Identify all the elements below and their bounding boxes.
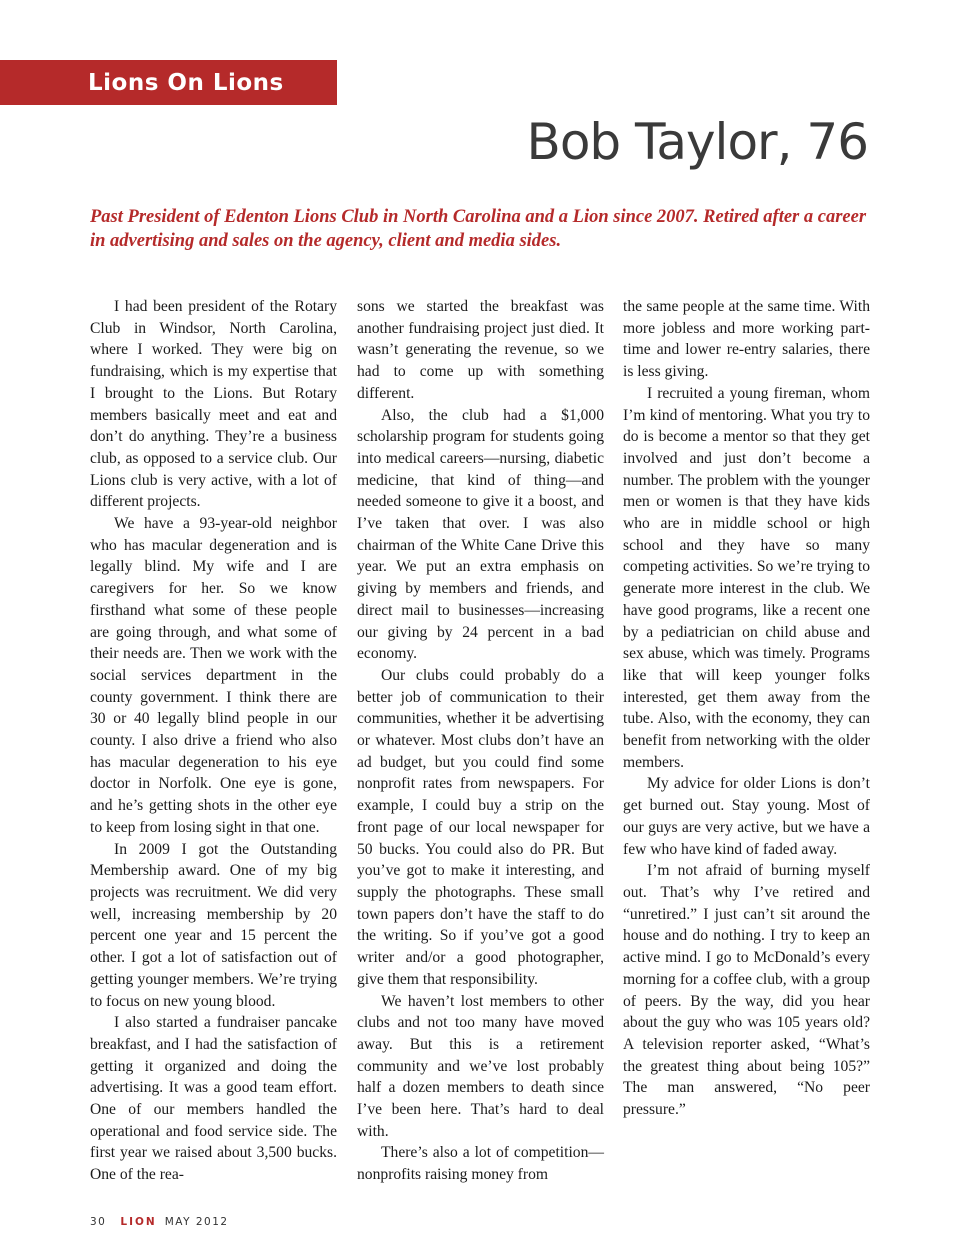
page-number: 30 [90, 1216, 107, 1228]
article-body [90, 296, 870, 1196]
section-label: Lions On Lions [88, 69, 284, 96]
paragraph: I had been president of the Rotary Club in Windsor, North Carolina, where I worked. They were big on fundraising, which is my expertise that I brought to the Lions. But Rotary members basically meet and eat and don’t do anything. They’re a business club, as opposed to a service club. Our Lions club is very active, with a lot of different projects. [90, 298, 337, 511]
magazine-name: LION [120, 1216, 157, 1228]
paragraph: I’m not afraid of burning myself out. That’s why I’ve retired and “unretired.” I just can’t sit around the house and do nothing. I try to keep an active mind. I go to McDonald’s every morning for a coffee club, with a group of peers. By the way, did you hear about the guy who was 105 years old? A television reporter asked, “What’s the greatest thing about being 105?” The man answered, “No peer pressure.” [623, 862, 870, 1119]
paragraph: We have a 93-year-old neighbor who has macular degeneration and is legally blind. My wife and I are caregivers for her. So we know firsthand what some of these people are going through, and what some of their needs are. Then we work with the social services department in the county government. I think there are 30 or 40 legally blind people in our county. I also drive a friend who also has macular degeneration to his eye doctor in Norfolk. One eye is gone, and he’s getting shots in the other eye to keep from losing sight in that one. [90, 515, 337, 836]
issue-date: MAY 2012 [164, 1216, 229, 1228]
paragraph: My advice for older Lions is don’t get burned out. Stay young. Most of our guys are very active, but we have a few who have kind of faded away. [623, 775, 870, 858]
column-1 [90, 296, 337, 1186]
paragraph-continued: sons we started the breakfast was another fundraising project just died. It wasn’t generating the revenue, so we had to come up with something different. [357, 298, 604, 402]
column-3 [623, 296, 870, 1121]
column-2 [357, 296, 604, 1186]
paragraph: There’s also a lot of competition—nonprofits raising money from [357, 1144, 604, 1184]
page-footer [90, 1216, 229, 1228]
section-banner [0, 60, 337, 105]
paragraph: We haven’t lost members to other clubs and not too many have moved away. But this is a retirement community and we’ve lost probably half a dozen members to death since I’ve been here. That’s hard to deal with. [357, 992, 604, 1140]
paragraph: I recruited a young fireman, whom I’m kind of mentoring. What you try to do is become a mentor so that they get involved and just don’t become a number. The problem with the younger men or women is that they have kids who are in middle school or high school and they have so many competing activities. So we’re trying to generate more interest in the club. We have good programs, like a recent one by a pediatrician on child abuse and sex abuse, which was timely. Programs like that will keep younger folks interested, get them away from the tube. Also, with the economy, they can benefit from networking with the older members. [623, 384, 870, 771]
article-subtitle: Past President of Edenton Lions Club in North Carolina and a Lion since 2007. Retired after a career in advertising and sales on the agency, client and media sides. [90, 207, 867, 251]
article-title: Bob Taylor, 76 [526, 113, 868, 171]
paragraph: Our clubs could probably do a better job of communication to their communities, whether it be advertising or whatever. Most clubs don’t have an ad budget, but you could find some nonprofit rates from newspapers. For example, I could buy a strip on the front page of our local newspaper for 50 bucks. You could also do PR. But you’ve got to make it interesting, and supply the photographs. These small town papers don’t have the staff to do the writing. So if you’ve got a good writer and/or a good photographer, give them that responsibility. [357, 666, 604, 988]
paragraph: I also started a fundraiser pancake breakfast, and I had the satisfaction of getting it organized and doing the advertising. It was a good team effort. One of our members handled the operational and food service side. The first year we raised about 3,500 bucks. One of the rea- [90, 1014, 337, 1184]
paragraph: In 2009 I got the Outstanding Membership award. One of my big projects was recruitment. We did very well, increasing membership by 20 percent one year and 15 percent the other. I got a lot of satisfaction out of getting younger members. We’re trying to focus on new young blood. [90, 840, 337, 1010]
paragraph-continued: the same people at the same time. With more jobless and more working part-time and lower re-entry salaries, there is less giving. [623, 298, 870, 381]
paragraph: Also, the club had a $1,000 scholarship program for students going into medical careers—nursing, diabetic medicine, that kind of thing—and needed someone to give it a boost, and I’ve taken that over. I was also chairman of the White Cane Drive this year. We put an extra emphasis on giving by members and friends, and direct mail to businesses—increasing our giving by 24 percent in a bad economy. [357, 406, 604, 663]
